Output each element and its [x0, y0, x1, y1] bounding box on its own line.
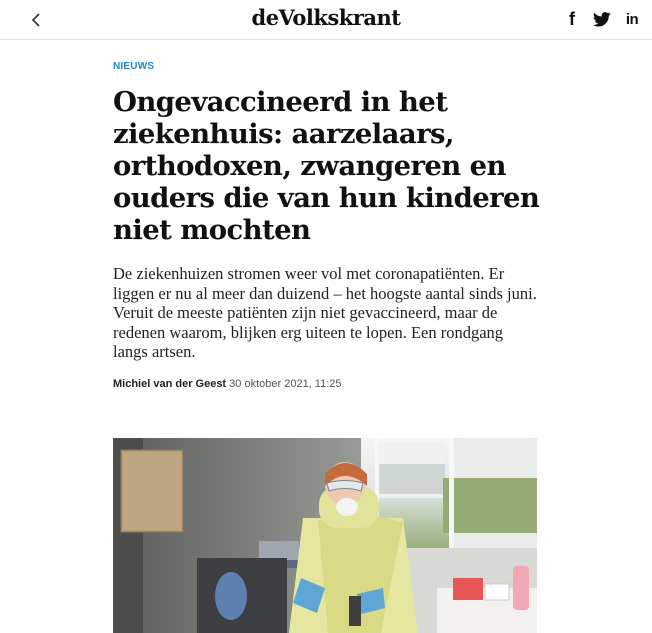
publish-date: 30 oktober 2021, 11:25	[229, 377, 342, 390]
twitter-icon	[593, 12, 611, 27]
author-name[interactable]: Michiel van der Geest	[113, 377, 227, 390]
article-photo[interactable]	[113, 438, 537, 633]
article-header	[113, 56, 543, 390]
social-share-bar	[562, 9, 642, 29]
category-label[interactable]: NIEUWS	[113, 61, 155, 72]
linkedin-icon: in	[625, 10, 639, 28]
facebook-share-button[interactable]	[562, 9, 582, 29]
byline	[113, 378, 543, 390]
article-headline: Ongevaccineerd in het ziekenhuis: aarzelaars, orthodoxen, zwangeren en ouders die van hun kinderen niet mochten	[113, 86, 540, 246]
twitter-share-button[interactable]	[592, 9, 612, 29]
article-intro: De ziekenhuizen stromen weer vol met coronapatiënten. Er liggen er nu al meer dan duizend – het hoogste aantal sinds juni. Veruit de meeste patiënten zijn niet gevaccineerd, maar de redenen waarom, blijken erg uiteen te lopen. Een rondgang langs artsen.	[113, 264, 537, 361]
facebook-icon: f	[569, 8, 575, 29]
top-bar	[0, 0, 652, 40]
hospital-nurse-image	[113, 438, 537, 633]
linkedin-share-button[interactable]	[622, 9, 642, 29]
site-logo[interactable]: deVolkskrant	[251, 5, 401, 30]
